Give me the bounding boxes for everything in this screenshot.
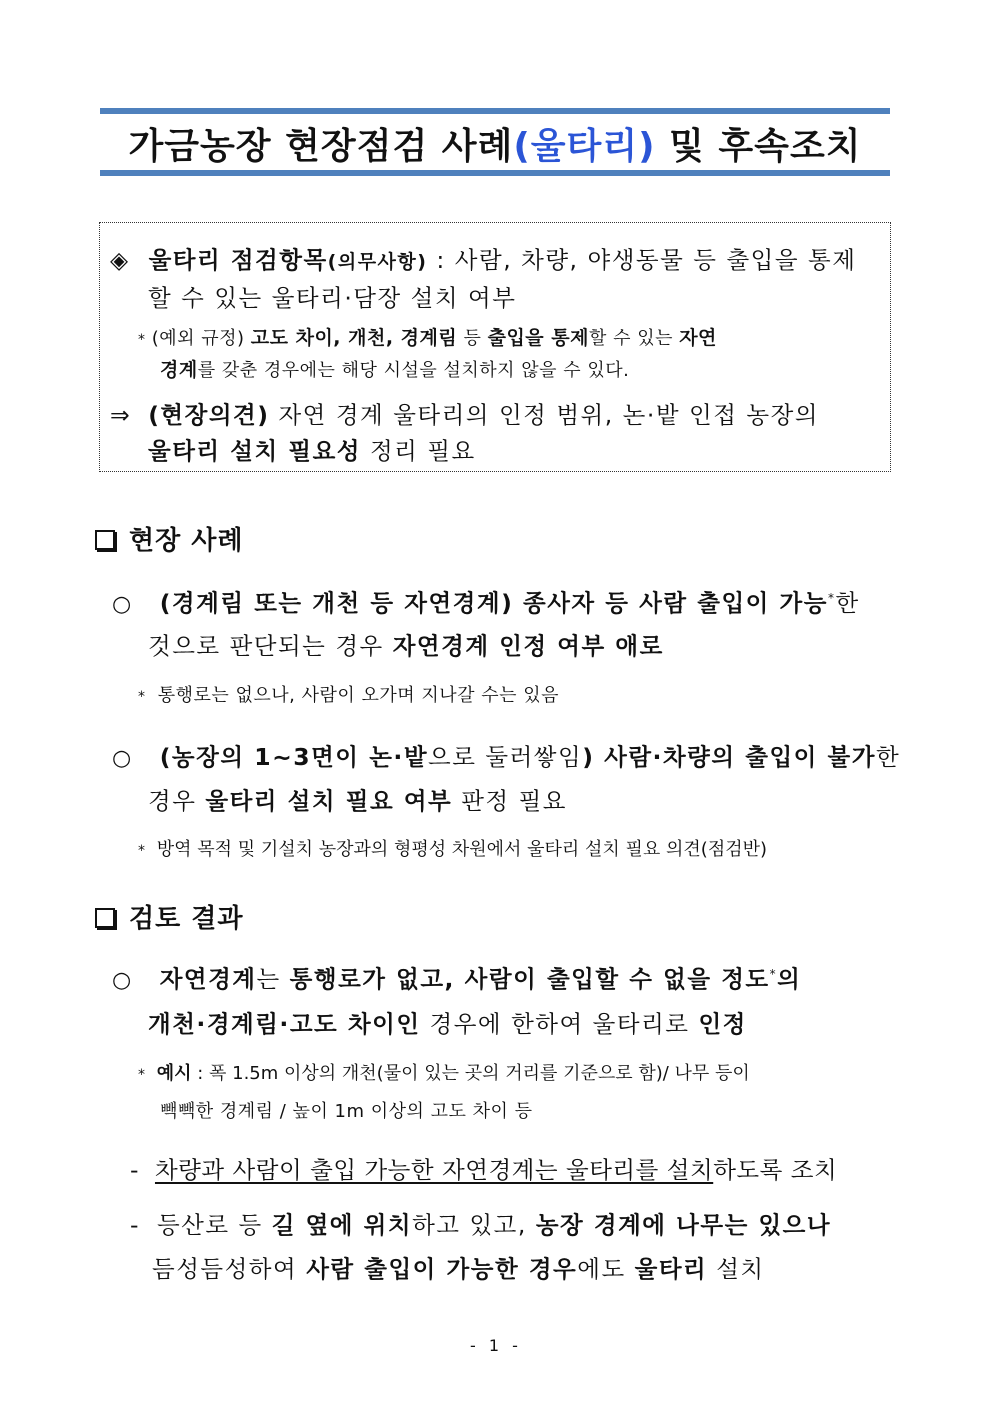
case-item-1-cont: 것으로 판단되는 경우 자연경계 인정 여부 애로: [148, 632, 664, 660]
review-item-1: ○ 자연경계는 통행로가 없고, 사람이 출입할 수 없을 정도*의: [112, 965, 802, 993]
section-heading-cases: 현장 사례: [95, 520, 244, 557]
page-title: 가금농장 현장점검 사례(울타리) 및 후속조치: [128, 126, 862, 167]
case-item-2: ○ (농장의 1~3면이 논·밭으로 둘러쌓임) 사람·차량의 출입이 불가한: [112, 743, 901, 771]
review-note-1-cont: 빽빽한 경계림 / 높이 1m 이상의 고도 차이 등: [160, 1101, 533, 1122]
summary-note-cont: 경계를 갖춘 경우에는 해당 시설을 설치하지 않을 수 있다.: [160, 359, 630, 381]
checkbox-icon: [95, 530, 115, 550]
title-bottom-rule: [100, 170, 890, 176]
summary-opinion: ⇒ (현장의견) 자연 경계 울타리의 인정 범위, 논·밭 인접 농장의: [110, 401, 820, 429]
arrow-icon: ⇒: [110, 401, 132, 429]
case-note-1: * 통행로는 없으나, 사람이 오가며 지나갈 수는 있음: [138, 685, 560, 706]
review-dash-1: - 차량과 사람이 출입 가능한 자연경계는 울타리를 설치하도록 조치: [130, 1156, 838, 1184]
checkbox-icon: [95, 908, 115, 928]
circle-bullet-icon: ○: [112, 746, 133, 771]
case-note-2: * 방역 목적 및 기설치 농장과의 형평성 차원에서 울타리 설치 필요 의견(점검반): [138, 839, 768, 860]
summary-opinion-cont: 울타리 설치 필요성 정리 필요: [148, 437, 476, 465]
circle-bullet-icon: ○: [112, 968, 133, 993]
review-dash-2-cont: 듬성듬성하여 사람 출입이 가능한 경우에도 울타리 설치: [152, 1255, 765, 1283]
title-accent: (울타리): [513, 126, 656, 167]
summary-note: * (예외 규정) 고도 차이, 개천, 경계림 등 출입을 통제할 수 있는 자연: [138, 327, 717, 349]
circle-bullet-icon: ○: [112, 592, 133, 617]
section-heading-review: 검토 결과: [95, 898, 244, 935]
review-dash-2: - 등산로 등 길 옆에 위치하고 있고, 농장 경계에 나무는 있으나: [130, 1211, 832, 1239]
review-note-1: * 예시 : 폭 1.5m 이상의 개천(물이 있는 곳의 거리를 기준으로 함)/ 나무 등이: [138, 1063, 750, 1084]
case-item-2-cont: 경우 울타리 설치 필요 여부 판정 필요: [148, 787, 567, 815]
review-item-1-cont: 개천·경계림·고도 차이인 경우에 한하여 울타리로 인정: [148, 1010, 747, 1038]
diamond-icon: ◈: [110, 246, 130, 274]
title-top-rule: [100, 108, 890, 114]
summary-item: ◈ 울타리 점검항목(의무사항) : 사람, 차량, 야생동물 등 출입을 통제: [110, 246, 857, 274]
case-item-1: ○ (경계림 또는 개천 등 자연경계) 종사자 등 사람 출입이 가능*한: [112, 589, 860, 617]
summary-item-cont: 할 수 있는 울타리·담장 설치 여부: [148, 284, 517, 312]
page-number: - 1 -: [470, 1336, 522, 1355]
